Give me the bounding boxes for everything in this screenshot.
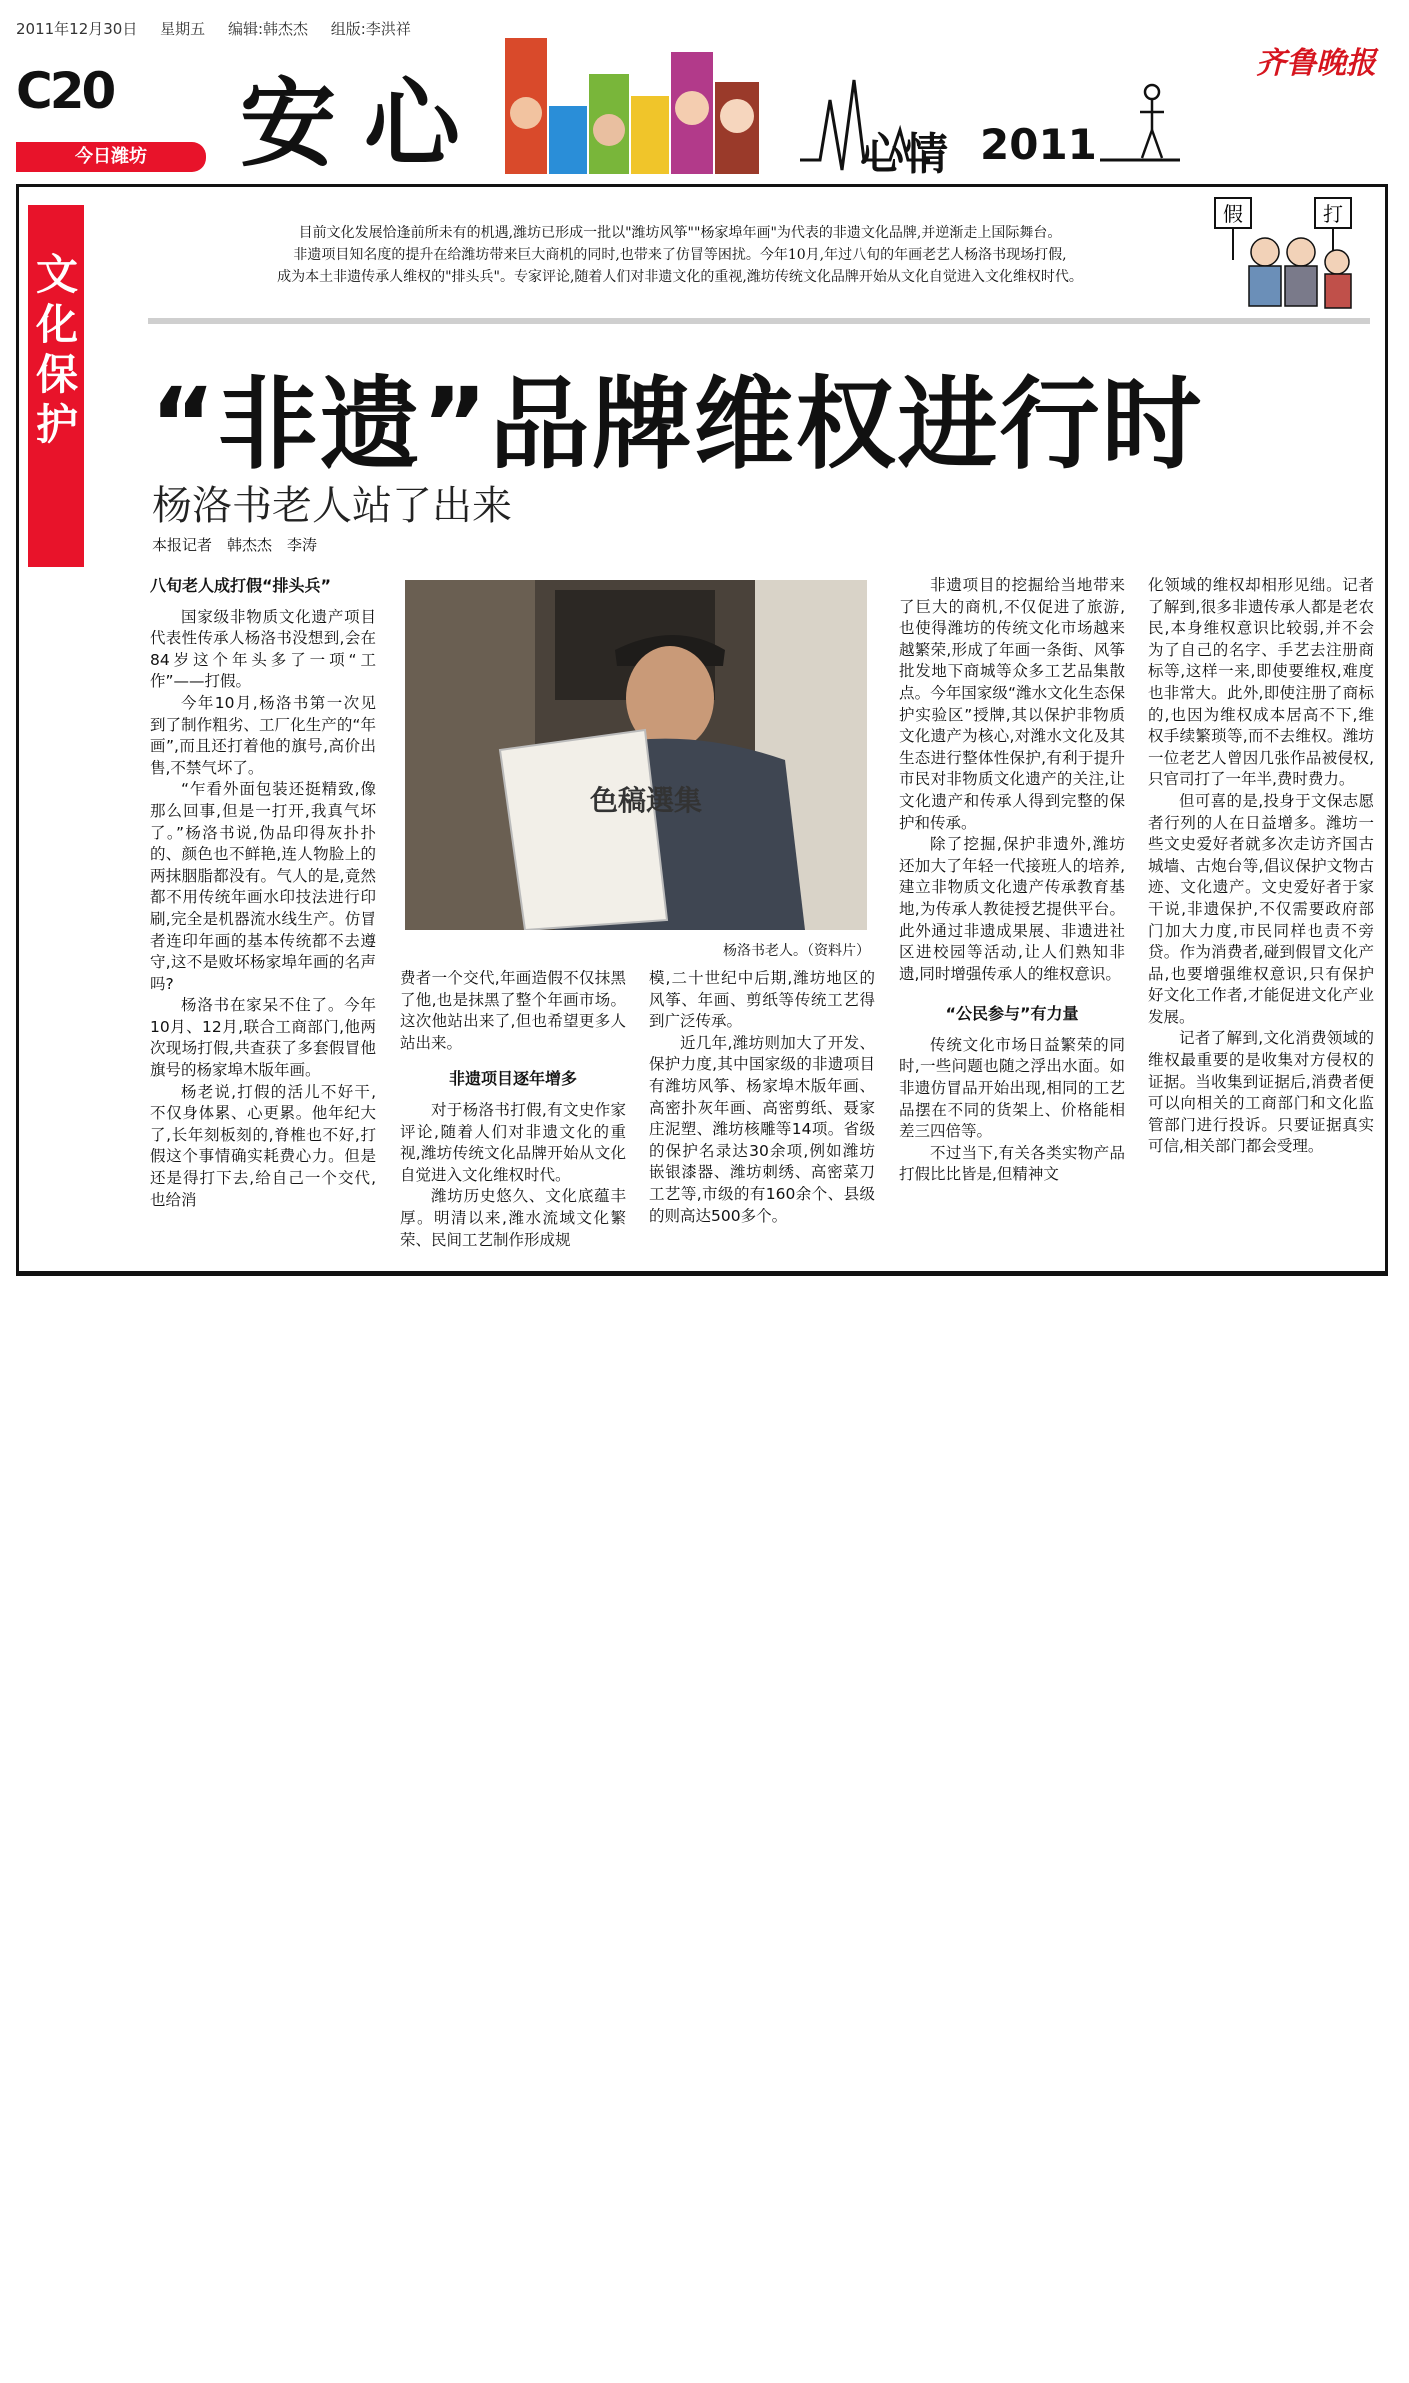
anti-counterfeit-cartoon: [1205, 190, 1375, 320]
paragraph: 杨洛书在家呆不住了。今年10月、12月,联合工商部门,他两次现场打假,共查获了多套假冒他旗号的杨家埠木版年画。: [150, 996, 376, 1080]
section-heading: “公民参与”有力量: [945, 1004, 1079, 1024]
headline: “非遗”品牌维权进行时: [150, 366, 1204, 483]
person-icon: [1251, 238, 1279, 266]
bar-photo-4: [631, 96, 669, 174]
color-bar-photos: [505, 38, 795, 174]
intro-line: 目前文化发展恰逢前所未有的机遇,潍坊已形成一批以"潍坊风筝""杨家埠年画"为代表的非遗文化品牌,并逆渐走上国际舞台。: [298, 225, 1062, 241]
mood-label: 心情: [860, 129, 948, 180]
paragraph: 除了挖掘,保护非遗外,潍坊还加大了年轻一代接班人的培养,建立非物质文化遗产传承教育基地,为传承人教徒授艺提供平台。此外通过非遗成果展、非遗进社区进校园等活动,让人们熟知非遗,同时增强传承人的维权意识。: [899, 835, 1125, 983]
section-heading: 非遗项目逐年增多: [448, 1069, 577, 1089]
newspaper-logo: 齐鲁晚报: [1256, 46, 1376, 81]
header-meta: [16, 18, 429, 39]
paragraph: 近几年,潍坊则加大了开发、保护力度,其中国家级的非遗项目有潍坊风筝、杨家埠木版年画、高密扑灰年画、高密剪纸、聂家庄泥塑、潍坊核雕等14项。省级的保护名录达30余项,例如潍坊嵌银漆器、潍坊刺绣、高密菜刀工艺等,市级的有160余个、县级的则高达500多个。: [649, 1033, 875, 1225]
page-number: C20: [16, 62, 114, 120]
paragraph: 记者了解到,文化消费领域的维权最重要的是收集对方侵权的证据。当收集到证据后,消费者便可以向相关的工商部门和文化监管部门进行投诉。只要证据真实可信,相关部门都会受理。: [1148, 1029, 1374, 1156]
person-icon: [1325, 250, 1349, 274]
paragraph: 化领域的维权却相形见绌。记者了解到,很多非遗传承人都是老农民,本身维权意识比较弱,并不会为了自己的名字、手艺去注册商标等,这样一来,即使要维权,难度也非常大。此外,即使注册了商标的,也因为维权成本居高不下,维权手续繁琐等,而不去维权。潍坊一位老艺人曾因几张作品被侵权,只官司打了一年半,费时费力。: [1148, 576, 1374, 789]
stick-figure-icon: [1145, 85, 1159, 99]
person-icon: [1287, 238, 1315, 266]
paragraph: 今年10月,杨洛书第一次见到了制作粗劣、工厂化生产的“年画”,而且还打着他的旗号,高价出售,不禁气坏了。: [150, 693, 376, 777]
face-icon: [675, 91, 709, 125]
cartoon-sign-left: 假: [1223, 202, 1243, 226]
issue-weekday: 星期五: [160, 20, 206, 38]
elderly-man-photo: [405, 580, 867, 930]
intro-line: 非遗项目知名度的提升在给潍坊带来巨大商机的同时,也带来了仿冒等困扰。今年10月,年过八旬的年画老艺人杨洛书现场打假,: [293, 247, 1067, 263]
issue-date: 2011年12月30日: [16, 20, 138, 38]
byline: 本报记者 韩杰杰 李涛: [152, 536, 318, 554]
paragraph: 但可喜的是,投身于文保志愿者行列的人在日益增多。潍坊一些文史爱好者就多次走访齐国古城墙、古炮台等,倡议保护文物古迹、文化遗产。文史爱好者于家干说,非遗保护,不仅需要政府部门加大力度,市民同样也责不旁贷。作为消费者,碰到假冒文化产品,也要增强维权意识,只有保护好文化工作者,才能促进文化产业发展。: [1148, 791, 1374, 1026]
section-heading: 八旬老人成打假“排头兵”: [150, 576, 332, 595]
article-column-4: [899, 575, 1125, 1186]
paragraph: 国家级非物质文化遗产项目代表性传承人杨洛书没想到,会在84岁这个年头多了一项“工作”——打假。: [150, 607, 376, 691]
face-icon: [593, 114, 625, 146]
bar-photo-2: [549, 106, 587, 174]
paragraph: 潍坊历史悠久、文化底蕴丰厚。明清以来,潍水流域文化繁荣、民间工艺制作形成规: [400, 1187, 626, 1249]
paragraph: 模,二十世纪中后期,潍坊地区的风筝、年画、剪纸等传统工艺得到广泛传承。: [649, 969, 875, 1031]
paragraph: 对于杨洛书打假,有文史作家评论,随着人们对非遗文化的重视,潍坊传统文化品牌开始从文化自觉进入文化维权时代。: [400, 1100, 626, 1184]
divider: [148, 318, 1370, 324]
intro-lead: [180, 222, 1180, 288]
paragraph: 不过当下,有关各类实物产品打假比比皆是,但精神文: [899, 1143, 1125, 1184]
column-title: 安心: [240, 67, 488, 180]
paragraph: “乍看外面包装还挺精致,像那么回事,但是一打开,我真气坏了。”杨洛书说,伪品印得灰扑扑的、颜色也不鲜艳,连人物脸上的两抹胭脂都没有。气人的是,竟然都不用传统年画水印技法进行印刷,完全是机器流水线生产。仿冒者连印年画的基本传统都不去遵守,这不是败坏杨家埠年画的名声吗?: [150, 780, 376, 993]
layout-credit: 组版:李洪祥: [330, 20, 411, 38]
photo-book-text: 色稿選集: [590, 784, 703, 817]
article-column-5: [1148, 575, 1374, 1158]
section-label: 今日潍坊: [16, 142, 206, 172]
subheadline: 杨洛书老人站了出来: [152, 483, 512, 529]
face-icon: [510, 97, 542, 129]
article-column-3: [649, 968, 875, 1227]
paragraph: 非遗项目的挖掘给当地带来了巨大的商机,不仅促进了旅游,也使得潍坊的传统文化市场越来越繁荣,形成了年画一条街、风筝批发地下商城等众多工艺品集散点。今年国家级“潍水文化生态保护实验区”授牌,其以保护非物质文化遗产为核心,对潍水文化及其生态进行整体性保护,有利于提升市民对非物质文化遗产的关注,让文化遗产和传承人得到完整的保护和传承。: [899, 576, 1125, 832]
article-column-1: [150, 575, 376, 1211]
mood-year: 2011: [980, 120, 1097, 169]
editor-credit: 编辑:韩杰杰: [227, 20, 308, 38]
intro-line: 成为本土非遗传承人维权的"排头兵"。专家评论,随着人们对非遗文化的重视,潍坊传统文化品牌开始从文化自觉进入文化维权时代。: [277, 269, 1083, 285]
topic-label: 文化保护: [36, 250, 79, 449]
cartoon-sign-right: 打: [1323, 202, 1343, 226]
paragraph: 杨老说,打假的活儿不好干,不仅身体累、心更累。他年纪大了,长年刻板刻的,脊椎也不好,打假这个事情确实耗费心力。但是还是得打下去,给自己一个交代,也给消: [150, 1082, 376, 1209]
face-icon: [720, 99, 754, 133]
paragraph: 传统文化市场日益繁荣的同时,一些问题也随之浮出水面。如非遗仿冒品开始出现,相同的工艺品摆在不同的货架上、价格能相差三四倍等。: [899, 1035, 1125, 1141]
article-column-2: [400, 968, 626, 1251]
article-photo: [405, 580, 867, 930]
paragraph: 费者一个交代,年画造假不仅抹黑了他,也是抹黑了整个年画市场。这次他站出来了,但也希望更多人站出来。: [400, 969, 626, 1052]
photo-caption: 杨洛书老人。（资料片）: [723, 943, 870, 959]
